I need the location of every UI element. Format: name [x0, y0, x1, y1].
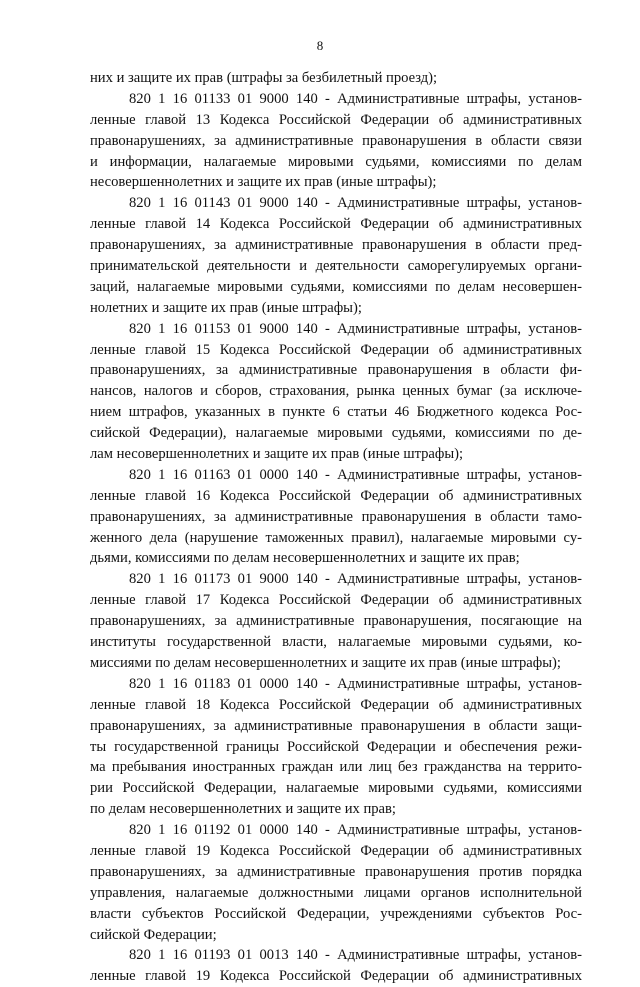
text-line: правонарушениях, за административные правонарушения в области пред-	[90, 237, 582, 254]
text-line: ленные главой 19 Кодекса Российской Федерации об административных	[90, 842, 582, 859]
text-line: ленные главой 17 Кодекса Российской Федерации об административных	[90, 592, 582, 609]
text-line: 820 1 16 01192 01 0000 140 - Административные штрафы, установ-	[129, 822, 582, 839]
text-line: принимательской деятельности и деятельности саморегулируемых органи-	[90, 258, 582, 275]
text-line: заций, налагаемые мировыми судьями, комиссиями по делам несовершен-	[90, 278, 582, 295]
text-line: 820 1 16 01163 01 0000 140 - Административные штрафы, установ-	[129, 466, 582, 483]
text-line: 820 1 16 01133 01 9000 140 - Административные штрафы, установ-	[129, 90, 582, 107]
text-line: миссиями по делам несовершеннолетних и защите их прав (иные штрафы);	[90, 654, 561, 671]
text-line: управления, налагаемые должностными лицами органов исполнительной	[90, 884, 582, 901]
text-line: 820 1 16 01193 01 0013 140 - Административные штрафы, установ-	[129, 947, 582, 964]
text-line: сийской Федерации), налагаемые мировыми судьями, комиссиями по де-	[90, 425, 582, 442]
text-line: ленные главой 13 Кодекса Российской Федерации об административных	[90, 111, 582, 128]
text-line: правонарушениях, за административные правонарушения в области связи	[90, 132, 582, 149]
text-line: власти субъектов Российской Федерации, учреждениями субъектов Рос-	[90, 905, 582, 922]
text-line: правонарушениях, за административные правонарушения, посягающие на	[90, 613, 582, 630]
text-line: правонарушениях, за административные правонарушения в области защи-	[90, 717, 582, 734]
text-line: ма пребывания иностранных граждан или лиц без гражданства на террито-	[90, 759, 582, 776]
text-line: правонарушениях, за административные правонарушения в области тамо-	[90, 508, 582, 525]
text-line: 820 1 16 01153 01 9000 140 - Административные штрафы, установ-	[129, 320, 582, 337]
page-number: 8	[316, 38, 324, 53]
text-line: ленные главой 19 Кодекса Российской Федерации об административных	[90, 968, 582, 985]
text-line: рии Российской Федерации, налагаемые мировыми судьями, комиссиями	[90, 780, 582, 797]
text-line: лам несовершеннолетних и защите их прав (иные штрафы);	[90, 446, 464, 463]
text-line: правонарушениях, за административные правонарушения против порядка	[90, 863, 582, 880]
text-line: нансов, налогов и сборов, страхования, рынка ценных бумаг (за исключе-	[90, 383, 582, 400]
text-line: 820 1 16 01183 01 0000 140 - Административные штрафы, установ-	[129, 675, 582, 692]
text-line: женного дела (нарушение таможенных правил), налагаемые мировыми су-	[90, 529, 582, 546]
document-body	[90, 68, 582, 987]
text-line: и информации, налагаемые мировыми судьями, комиссиями по делам	[90, 153, 582, 170]
text-line: нолетних и защите их прав (иные штрафы);	[90, 299, 362, 316]
text-line: ты государственной границы Российской Федерации и обеспечения режи-	[90, 738, 582, 755]
text-line: институты государственной власти, налагаемые мировыми судьями, ко-	[90, 634, 582, 651]
text-line: ленные главой 15 Кодекса Российской Федерации об административных	[90, 341, 582, 358]
text-line: ленные главой 16 Кодекса Российской Федерации об административных	[90, 487, 582, 504]
text-line: правонарушениях, за административные правонарушения в области фи-	[90, 362, 582, 379]
text-line: 820 1 16 01143 01 9000 140 - Административные штрафы, установ-	[129, 195, 582, 212]
text-line: 820 1 16 01173 01 9000 140 - Административные штрафы, установ-	[129, 571, 582, 588]
text-line: них и защите их прав (штрафы за безбилетный проезд);	[90, 70, 438, 86]
text-line: несовершеннолетних и защите их прав (иные штрафы);	[90, 174, 437, 191]
text-line: нием штрафов, указанных в пункте 6 статьи 46 Бюджетного кодекса Рос-	[90, 404, 582, 421]
text-line: ленные главой 18 Кодекса Российской Федерации об административных	[90, 696, 582, 713]
text-line: по делам несовершеннолетних и защите их прав;	[90, 801, 396, 818]
text-line: ленные главой 14 Кодекса Российской Федерации об административных	[90, 216, 582, 233]
text-line: сийской Федерации;	[90, 926, 217, 943]
text-line: дьями, комиссиями по делам несовершеннолетних и защите их прав;	[90, 550, 520, 567]
